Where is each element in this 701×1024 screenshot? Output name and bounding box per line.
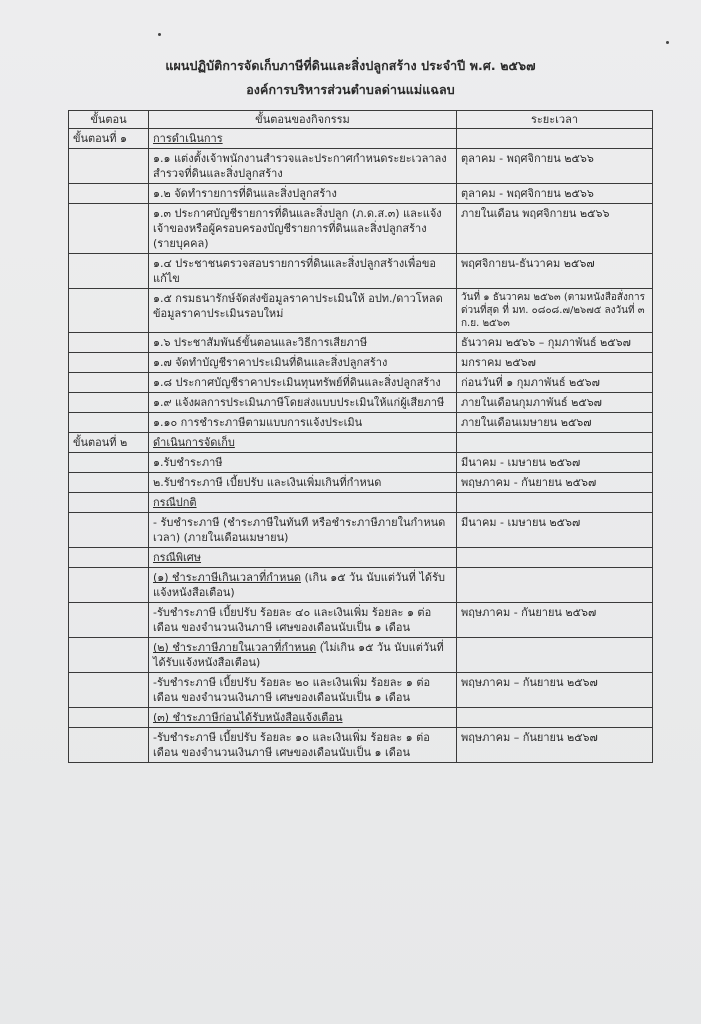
activity-text: ๑.๓ ประกาศบัญชีรายการที่ดินและสิ่งปลูก (ภ.ด.ส.๓) และแจ้งเจ้าของหรือผู้ครอบครองบัญชีรายการที่ดินและสิ่งปลูกสร้าง (รายบุคคล) [153,207,442,250]
step-cell [69,373,149,393]
step-cell [69,548,149,568]
table-row [69,473,653,493]
activity-cell [149,433,457,453]
activity-cell [149,453,457,473]
period-cell: ธันวาคม ๒๕๖๖ – กุมภาพันธ์ ๒๕๖๗ [457,333,653,353]
activity-cell [149,728,457,763]
activity-text: ดำเนินการจัดเก็บ [153,436,235,449]
step-cell: ขั้นตอนที่ ๒ [69,433,149,453]
activity-text: - รับชำระภาษี (ชำระภาษีในทันที หรือชำระภาษีภายในกำหนดเวลา) (ภายในเดือนเมษายน) [153,516,446,544]
activity-heading: (๒) ชำระภาษีภายในเวลาที่กำหนด [153,641,317,654]
activity-cell [149,204,457,254]
activity-cell [149,673,457,708]
step-cell: ขั้นตอนที่ ๑ [69,129,149,149]
activity-text: (ไม่เกิน ๑๕ วัน นับแต่วันที่ได้รับแจ้งหนังสือเตือน) [153,641,444,669]
step-cell [69,568,149,603]
step-cell [69,673,149,708]
plan-table [68,110,653,763]
period-cell: มกราคม ๒๕๖๗ [457,353,653,373]
activity-cell [149,373,457,393]
table-row [69,638,653,673]
activity-heading: (๑) ชำระภาษีเกินเวลาที่กำหนด [153,571,301,584]
activity-text: ๑.รับชำระภาษี [153,456,223,469]
period-cell: ภายในเดือนเมษายน ๒๕๖๗ [457,413,653,433]
period-cell: มีนาคม - เมษายน ๒๕๖๗ [457,513,653,548]
step-cell [69,453,149,473]
activity-cell [149,493,457,513]
activity-cell [149,254,457,289]
table-row [69,548,653,568]
activity-text: ๑.๘ ประกาศบัญชีราคาประเมินทุนทรัพย์ที่ดินและสิ่งปลูกสร้าง [153,376,441,389]
activity-cell [149,473,457,493]
period-cell [457,129,653,149]
step-cell [69,289,149,333]
table-row [69,568,653,603]
activity-cell [149,413,457,433]
period-cell: ภายในเดือนกุมภาพันธ์ ๒๕๖๗ [457,393,653,413]
period-cell [457,548,653,568]
activity-text: กรณีพิเศษ [153,551,202,564]
speck [158,33,161,36]
period-cell: ตุลาคม - พฤศจิกายน ๒๕๖๖ [457,184,653,204]
activity-text: การดำเนินการ [153,132,223,145]
activity-cell [149,638,457,673]
activity-text: ๑.๕ กรมธนารักษ์จัดส่งข้อมูลราคาประเมินให้ อปท./ดาวโหลดข้อมูลราคาประเมินรอบใหม่ [153,292,443,320]
period-cell [457,433,653,453]
period-cell: พฤษภาคม - กันยายน ๒๕๖๗ [457,473,653,493]
activity-text: ๑.๔ ประชาชนตรวจสอบรายการที่ดินและสิ่งปลูกสร้างเพื่อขอแก้ไข [153,257,437,285]
activity-cell [149,513,457,548]
step-cell [69,513,149,548]
activity-cell [149,129,457,149]
activity-text: ๑.๑๐ การชำระภาษีตามแบบการแจ้งประเมิน [153,416,363,429]
activity-cell [149,393,457,413]
activity-cell [149,289,457,333]
step-cell [69,413,149,433]
table-row [69,393,653,413]
step-cell [69,473,149,493]
table-row [69,149,653,184]
step-cell [69,728,149,763]
table-row [69,728,653,763]
activity-text: ๑.๑ แต่งตั้งเจ้าพนักงานสำรวจและประกาศกำหนดระยะเวลาลงสำรวจที่ดินและสิ่งปลูกสร้าง [153,152,447,180]
table-body [69,129,653,763]
table-row [69,184,653,204]
step-cell [69,603,149,638]
period-cell: ภายในเดือน พฤศจิกายน ๒๕๖๖ [457,204,653,254]
activity-text: -รับชำระภาษี เบี้ยปรับ ร้อยละ ๔๐ และเงินเพิ่ม ร้อยละ ๑ ต่อเดือน ของจำนวนเงินภาษี เศษของเดือนนับเป็น ๑ เดือน [153,606,432,634]
step-cell [69,333,149,353]
table-row [69,204,653,254]
step-cell [69,393,149,413]
period-cell [457,493,653,513]
activity-cell [149,603,457,638]
period-cell: ตุลาคม - พฤศจิกายน ๒๕๖๖ [457,149,653,184]
step-cell [69,353,149,373]
activity-text: ๑.๙ แจ้งผลการประเมินภาษีโดยส่งแบบประเมินให้แก่ผู้เสียภาษี [153,396,445,409]
table-row [69,333,653,353]
step-cell [69,493,149,513]
period-cell: พฤษภาคม – กันยายน ๒๕๖๗ [457,673,653,708]
period-cell: ก่อนวันที่ ๑ กุมภาพันธ์ ๒๕๖๗ [457,373,653,393]
table-row [69,513,653,548]
activity-cell [149,548,457,568]
period-cell: พฤศจิกายน-ธันวาคม ๒๕๖๗ [457,254,653,289]
document-subtitle: องค์การบริหารส่วนตำบลด่านแม่แฉลบ [246,82,455,97]
header-step: ขั้นตอน [69,111,149,129]
step-cell [69,184,149,204]
period-cell: พฤษภาคม - กันยายน ๒๕๖๗ [457,603,653,638]
table-row [69,289,653,333]
step-cell [69,149,149,184]
table-row [69,673,653,708]
table-row [69,708,653,728]
period-cell [457,638,653,673]
activity-cell [149,333,457,353]
period-cell [457,568,653,603]
activity-text: -รับชำระภาษี เบี้ยปรับ ร้อยละ ๒๐ และเงินเพิ่ม ร้อยละ ๑ ต่อเดือน ของจำนวนเงินภาษี เศษของเดือนนับเป็น ๑ เดือน [153,676,431,704]
activity-cell [149,708,457,728]
activity-text: ๒.รับชำระภาษี เบี้ยปรับ และเงินเพิ่มเกินที่กำหนด [153,476,382,489]
table-row [69,373,653,393]
activity-text: -รับชำระภาษี เบี้ยปรับ ร้อยละ ๑๐ และเงินเพิ่ม ร้อยละ ๑ ต่อเดือน ของจำนวนเงินภาษี เศษของเดือนนับเป็น ๑ เดือน [153,731,430,759]
activity-text: ๑.๖ ประชาสัมพันธ์ขั้นตอนและวิธีการเสียภาษี [153,336,368,349]
activity-cell [149,568,457,603]
activity-text: ๑.๗ จัดทำบัญชีราคาประเมินที่ดินและสิ่งปลูกสร้าง [153,356,388,369]
table-row [69,433,653,453]
table-row [69,493,653,513]
speck [666,41,669,44]
table-row [69,453,653,473]
activity-cell [149,353,457,373]
activity-text: (๓) ชำระภาษีก่อนได้รับหนังสือแจ้งเตือน [153,711,343,724]
step-cell [69,638,149,673]
step-cell [69,254,149,289]
activity-text: (เกิน ๑๕ วัน นับแต่วันที่ ได้รับแจ้งหนังสือเตือน) [153,571,445,599]
activity-text: ๑.๒ จัดทำรายการที่ดินและสิ่งปลูกสร้าง [153,187,337,200]
step-cell [69,204,149,254]
activity-cell [149,149,457,184]
table-row [69,254,653,289]
period-cell: พฤษภาคม – กันยายน ๒๕๖๗ [457,728,653,763]
activity-cell [149,184,457,204]
table-row [69,129,653,149]
table-row [69,413,653,433]
activity-text: กรณีปกติ [153,496,197,509]
period-cell [457,708,653,728]
document-title: แผนปฏิบัติการจัดเก็บภาษีที่ดินและสิ่งปลูกสร้าง ประจำปี พ.ศ. ๒๕๖๗ [165,58,536,73]
header-activity: ขั้นตอนของกิจกรรม [149,111,457,129]
table-row [69,603,653,638]
period-cell: มีนาคม - เมษายน ๒๕๖๗ [457,453,653,473]
header-period: ระยะเวลา [457,111,653,129]
period-cell: วันที่ ๑ ธันวาคม ๒๕๖๓ (ตามหนังสือสั่งการด่วนที่สุด ที่ มท. ๐๘๐๘.๗/๒๖๗๕ ลงวันที่ ๓ ก.ย. ๒๕๖๓ [457,289,653,333]
table-header-row [69,111,653,129]
step-cell [69,708,149,728]
table-row [69,353,653,373]
